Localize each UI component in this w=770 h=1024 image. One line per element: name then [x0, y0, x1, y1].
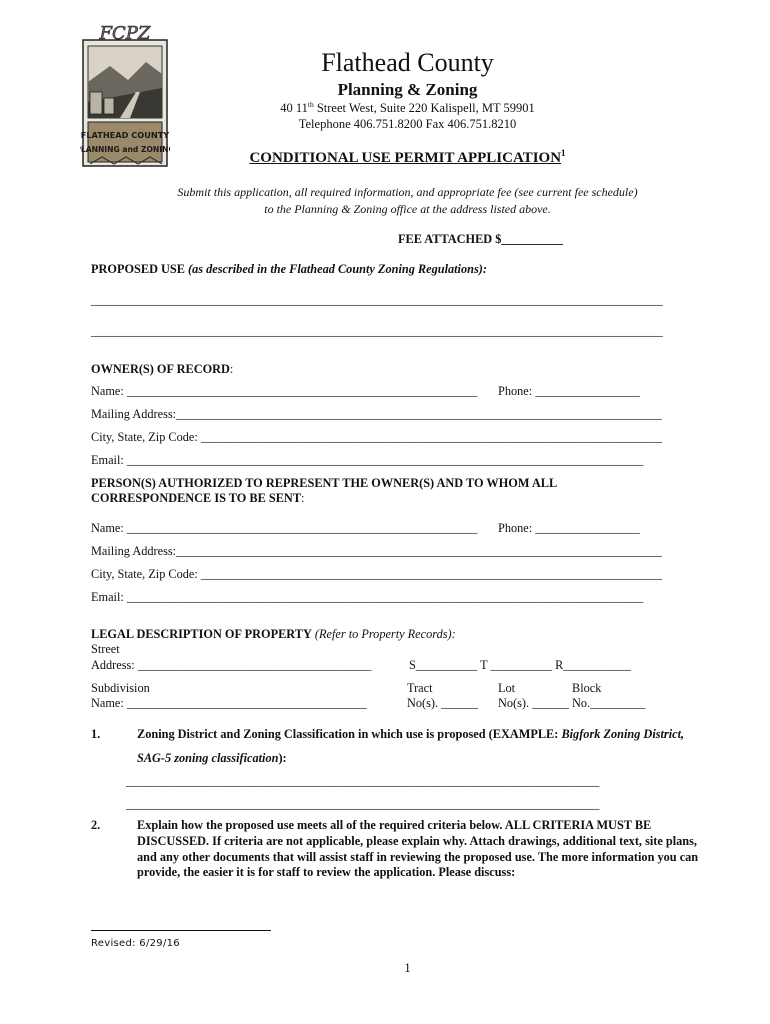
instructions-line2: to the Planning & Zoning office at the address listed above.	[264, 202, 551, 216]
owner-phone-field[interactable]: Phone: _________________	[498, 384, 640, 398]
owner-city-field[interactable]: City, State, Zip Code: ___________________________________________________________________________	[91, 430, 662, 444]
instructions-line1: Submit this application, all required information, and appropriate fee (see current fee schedule)	[177, 185, 638, 199]
q1-answer-line-1[interactable]: _____________________________________________________________________________	[126, 774, 600, 788]
lot-field[interactable]: No(s). ______	[498, 696, 570, 710]
legal-heading: LEGAL DESCRIPTION OF PROPERTY (Refer to Property Records):	[91, 627, 456, 641]
q2-line4: provide, the easier it is for staff to review the application. Please discuss:	[137, 865, 516, 879]
proposed-use-label: PROPOSED USE (as described in the Flathead County Zoning Regulations):	[91, 262, 487, 276]
subdivision-name-field[interactable]: Name: _______________________________________	[91, 696, 367, 710]
q2-number: 2.	[91, 818, 101, 832]
rep-mailing-field[interactable]: Mailing Address:_______________________________________________________________________________	[91, 544, 662, 558]
rep-heading-line1: PERSON(S) AUTHORIZED TO REPRESENT THE OWNER(S) AND TO WHOM ALL	[91, 476, 558, 490]
owner-name-field[interactable]: Name: _________________________________________________________	[91, 384, 478, 398]
office-phone: Telephone 406.751.8200 Fax 406.751.8210	[298, 117, 517, 131]
footnote-divider	[91, 930, 271, 931]
q1-number: 1.	[91, 727, 101, 741]
lot-label: Lot	[498, 681, 516, 695]
logo-line1: FLATHEAD COUNTY	[80, 130, 170, 140]
street-address-field[interactable]: Address: ______________________________________	[91, 658, 372, 672]
subdivision-label: Subdivision	[91, 681, 150, 695]
q1-text: Zoning District and Zoning Classification in which use is proposed (EXAMPLE: Bigfork Zoning District,	[137, 727, 685, 741]
block-field[interactable]: No._________	[572, 696, 646, 710]
page-number: 1	[404, 960, 411, 975]
rep-city-field[interactable]: City, State, Zip Code: ___________________________________________________________________________	[91, 567, 662, 581]
form-title: CONDITIONAL USE PERMIT APPLICATION$^1$	[249, 148, 566, 166]
block-label: Block	[572, 681, 602, 695]
page-subtitle: Planning & Zoning	[337, 80, 478, 99]
logo-line2: PLANNING and ZONING	[80, 145, 170, 154]
tract-label: Tract	[407, 681, 433, 695]
rep-name-field[interactable]: Name: _________________________________________________________	[91, 521, 478, 535]
proposed-use-line-2[interactable]: _____________________________________________________________________________________________	[91, 324, 663, 338]
revised-date: Revised: 6/29/16	[91, 938, 180, 949]
rep-heading-line2: CORRESPONDENCE IS TO BE SENT:	[91, 491, 305, 505]
q2-line3: and any other documents that will assist staff in reviewing the proposed use. The more information you can	[137, 850, 699, 864]
office-address: 40 11th Street West, Suite 220 Kalispell, MT 59901	[280, 99, 535, 115]
page-title: Flathead County	[321, 48, 494, 77]
q1-answer-line-2[interactable]: _____________________________________________________________________________	[126, 797, 600, 811]
owner-email-field[interactable]: Email: ____________________________________________________________________________________	[91, 453, 644, 467]
q2-line1: Explain how the proposed use meets all of the required criteria below. ALL CRITERIA MUST BE	[137, 818, 652, 832]
proposed-use-line-1[interactable]: _____________________________________________________________________________________________	[91, 293, 663, 307]
fee-attached-field[interactable]: FEE ATTACHED $__________	[398, 232, 563, 246]
tract-field[interactable]: No(s). ______	[407, 696, 479, 710]
q1-text-cont: SAG-5 zoning classification):	[137, 751, 287, 765]
owner-heading: OWNER(S) OF RECORD:	[91, 362, 234, 376]
section-township-range-field[interactable]: S__________ T __________ R___________	[409, 658, 631, 672]
q2-line2: DISCUSSED. If criteria are not applicable, please explain why. Attach drawings, additional text, site plans,	[137, 834, 698, 848]
rep-phone-field[interactable]: Phone: _________________	[498, 521, 640, 535]
street-label: Street	[91, 642, 120, 656]
owner-mailing-field[interactable]: Mailing Address:_______________________________________________________________________________	[91, 407, 662, 421]
logo-mark: FCPZ	[99, 23, 151, 44]
rep-email-field[interactable]: Email: ____________________________________________________________________________________	[91, 590, 644, 604]
